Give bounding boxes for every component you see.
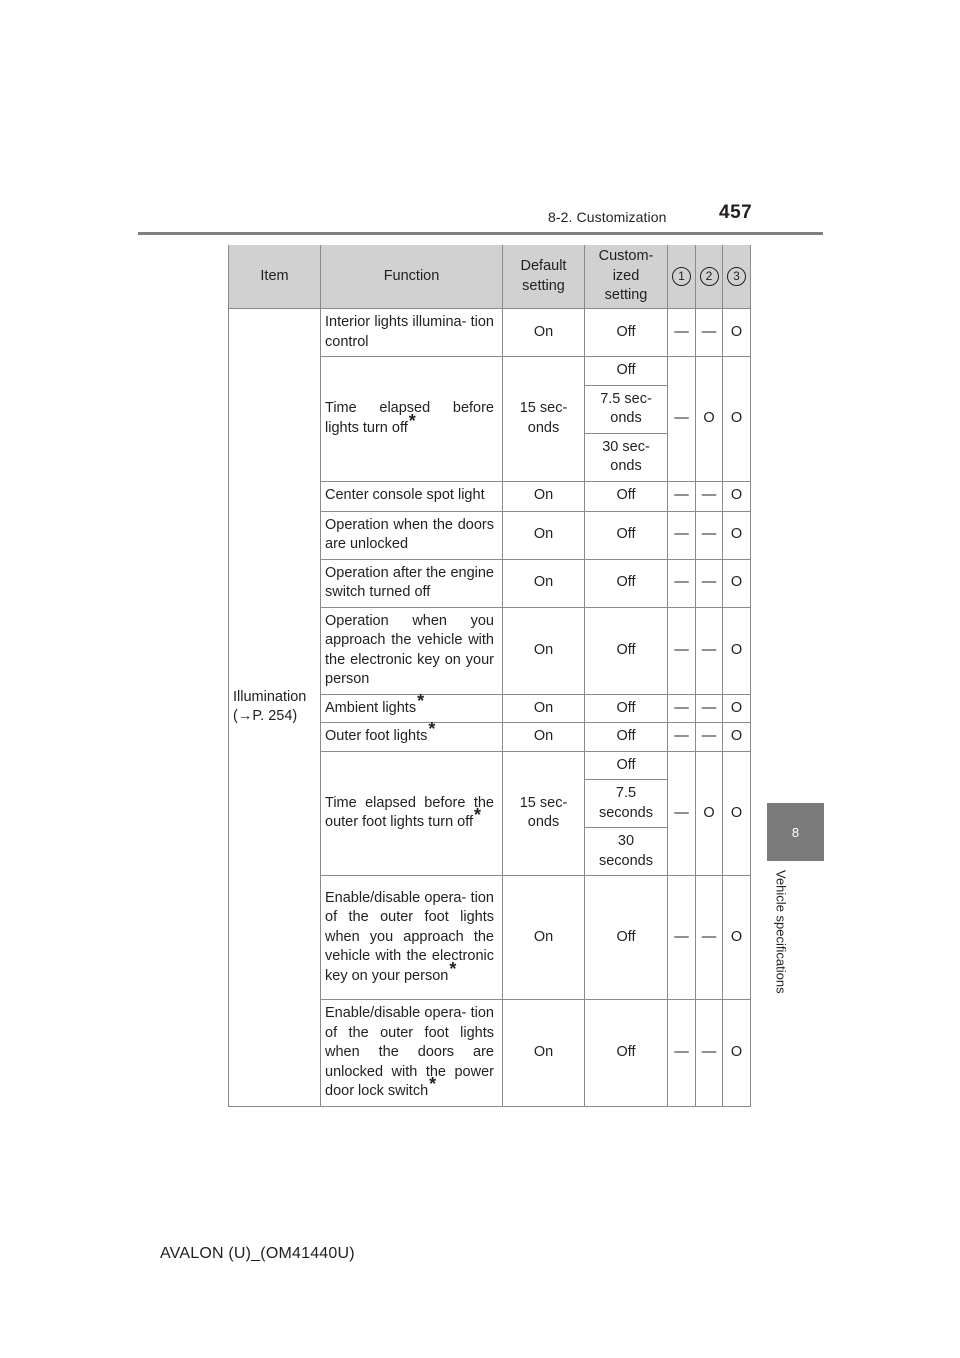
page-number: 457 xyxy=(719,202,753,223)
mark-2: — xyxy=(696,1000,723,1107)
mark-2: O xyxy=(696,751,723,876)
function-cell: Time elapsed before the outer foot lights turn off* xyxy=(321,751,503,876)
mark-1: — xyxy=(668,1000,696,1107)
section-title: 8-2. Customization xyxy=(548,209,667,225)
function-cell: Operation when you approach the vehicle with the electronic key on your person xyxy=(321,607,503,694)
default-cell: 15 sec- onds xyxy=(503,751,585,876)
mark-3: O xyxy=(723,751,751,876)
default-cell: On xyxy=(503,607,585,694)
mark-1: — xyxy=(668,481,696,511)
mark-2: — xyxy=(696,511,723,559)
circled-2-icon: 2 xyxy=(700,267,719,286)
mark-3: O xyxy=(723,481,751,511)
option-cell: 30 sec- onds xyxy=(585,433,668,481)
function-cell: Time elapsed before lights turn off* xyxy=(321,357,503,482)
default-cell: On xyxy=(503,876,585,1000)
mark-1: — xyxy=(668,559,696,607)
asterisk-mark: * xyxy=(449,958,457,979)
custom-cell: Off xyxy=(585,694,668,723)
column-header-3 xyxy=(723,245,751,309)
column-header-function: Function xyxy=(321,245,503,309)
mark-1: — xyxy=(668,723,696,752)
mark-2: — xyxy=(696,607,723,694)
chapter-number: 8 xyxy=(791,824,800,840)
circled-3-icon: 3 xyxy=(727,267,746,286)
mark-1: — xyxy=(668,876,696,1000)
function-cell: Ambient lights* xyxy=(321,694,503,723)
mark-2: — xyxy=(696,876,723,1000)
option-cell: Off xyxy=(585,751,668,780)
mark-2: — xyxy=(696,694,723,723)
mark-3: O xyxy=(723,357,751,482)
custom-cell: Off xyxy=(585,481,668,511)
function-cell: Enable/disable opera- tion of the outer foot lights when the doors are unlocked with the power door lock switch* xyxy=(321,1000,503,1107)
mark-1: — xyxy=(668,357,696,482)
table-row xyxy=(229,309,751,357)
option-cell: 7.5 seconds xyxy=(585,780,668,828)
custom-cell: Off xyxy=(585,607,668,694)
custom-cell: Off xyxy=(585,559,668,607)
default-cell: On xyxy=(503,481,585,511)
default-cell: On xyxy=(503,559,585,607)
option-cell: 7.5 sec- onds xyxy=(585,385,668,433)
function-cell: Center console spot light xyxy=(321,481,503,511)
custom-cell: Off xyxy=(585,1000,668,1107)
custom-cell: Off xyxy=(585,876,668,1000)
circled-1-icon: 1 xyxy=(672,267,691,286)
mark-1: — xyxy=(668,694,696,723)
asterisk-mark: * xyxy=(408,410,416,431)
mark-3: O xyxy=(723,607,751,694)
item-page-ref[interactable]: (→P. 254) xyxy=(233,708,298,725)
asterisk-mark: * xyxy=(429,1074,437,1094)
chapter-label: Vehicle specifications xyxy=(773,870,789,994)
custom-cell: Off xyxy=(585,309,668,357)
default-cell: 15 sec- onds xyxy=(503,357,585,482)
function-cell: Operation when the doors are unlocked xyxy=(321,511,503,559)
asterisk-mark: * xyxy=(417,690,425,711)
option-cell: 30 seconds xyxy=(585,828,668,876)
mark-2: — xyxy=(696,559,723,607)
column-header-2 xyxy=(696,245,723,309)
function-cell: Outer foot lights* xyxy=(321,723,503,752)
chapter-tab[interactable] xyxy=(767,803,824,861)
column-header-default: Default setting xyxy=(503,245,585,309)
default-cell: On xyxy=(503,309,585,357)
header-divider xyxy=(138,232,823,235)
mark-3: O xyxy=(723,559,751,607)
mark-2: — xyxy=(696,723,723,752)
option-cell: Off xyxy=(585,357,668,386)
asterisk-mark: * xyxy=(428,719,436,739)
mark-2: — xyxy=(696,309,723,357)
asterisk-mark: * xyxy=(474,805,482,826)
default-cell: On xyxy=(503,511,585,559)
function-cell: Enable/disable opera- tion of the outer foot lights when you approach the vehicle with the electronic key on your person* xyxy=(321,876,503,1000)
custom-cell: Off xyxy=(585,511,668,559)
mark-3: O xyxy=(723,309,751,357)
function-cell: Operation after the engine switch turned off xyxy=(321,559,503,607)
mark-2: O xyxy=(696,357,723,482)
mark-1: — xyxy=(668,309,696,357)
column-header-1 xyxy=(668,245,696,309)
mark-2: — xyxy=(696,481,723,511)
default-cell: On xyxy=(503,1000,585,1107)
item-name: Illumination xyxy=(233,688,307,705)
customization-table xyxy=(228,245,751,1107)
column-header-item: Item xyxy=(229,245,321,309)
mark-3: O xyxy=(723,876,751,1000)
mark-3: O xyxy=(723,1000,751,1107)
mark-1: — xyxy=(668,511,696,559)
mark-3: O xyxy=(723,694,751,723)
mark-3: O xyxy=(723,511,751,559)
mark-3: O xyxy=(723,723,751,752)
document-id: AVALON (U)_(OM41440U) xyxy=(160,1245,355,1262)
table-header-row xyxy=(229,245,751,309)
mark-1: — xyxy=(668,607,696,694)
custom-cell: Off xyxy=(585,723,668,752)
default-cell: On xyxy=(503,694,585,723)
column-header-custom: Custom- ized setting xyxy=(585,245,668,309)
mark-1: — xyxy=(668,751,696,876)
default-cell: On xyxy=(503,723,585,752)
function-cell: Interior lights illumina- tion control xyxy=(321,309,503,357)
item-illumination xyxy=(229,309,321,1107)
